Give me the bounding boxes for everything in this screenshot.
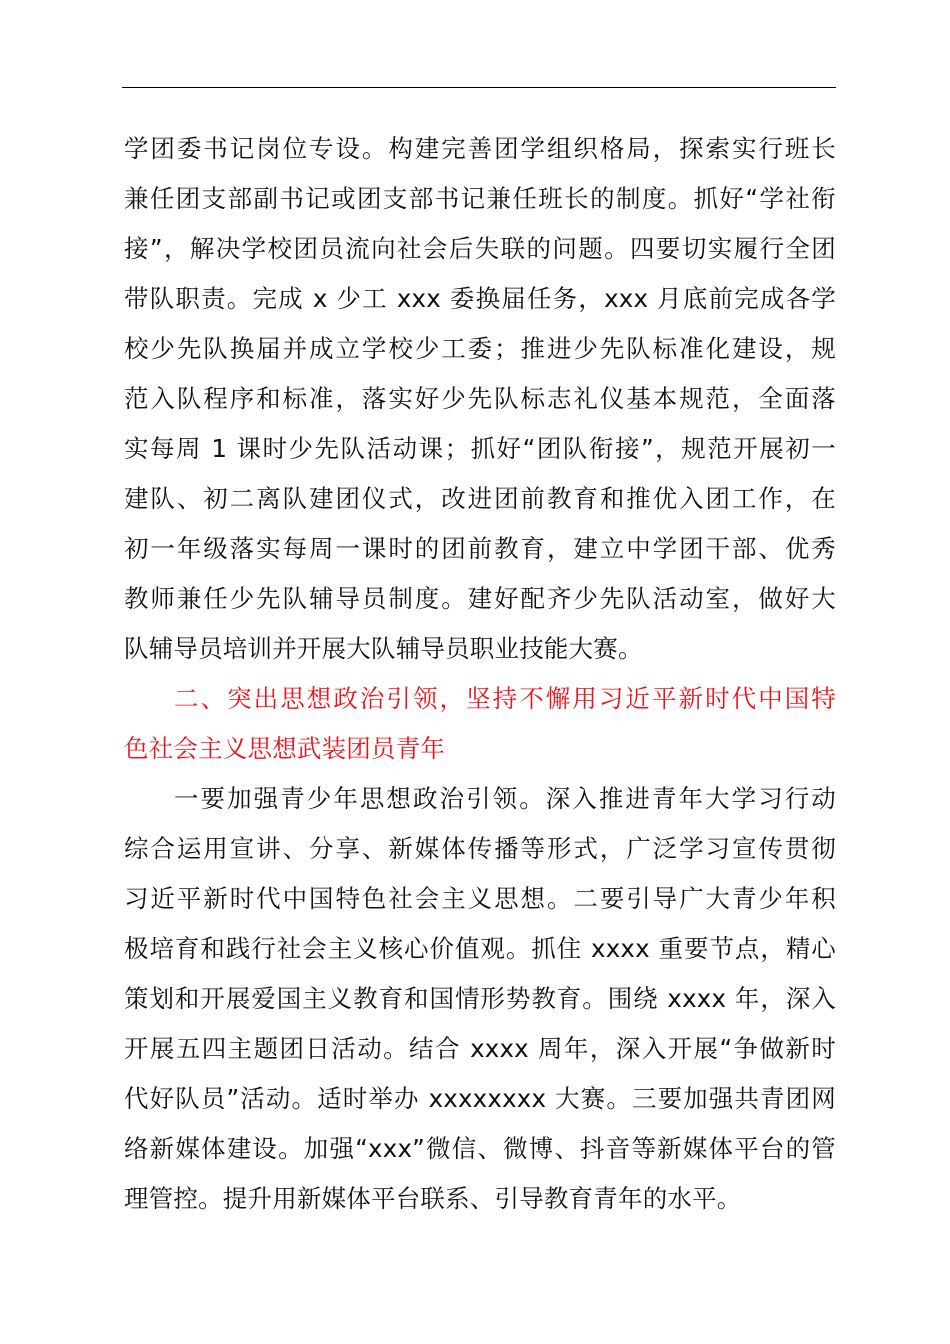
text-line: 教师兼任少先队辅导员制度。建好配齐少先队活动室，做好大 bbox=[124, 584, 836, 613]
text-line: 实每周 1 课时少先队活动课；抓好“团队衔接”，规范开展初一 bbox=[124, 434, 836, 463]
text-line: 代好队员”活动。适时举办 xxxxxxxx 大赛。三要加强共青团网 bbox=[124, 1084, 836, 1113]
paragraph-continuation bbox=[124, 124, 836, 674]
text-line: 校少先队换届并成立学校少工委；推进少先队标准化建设，规 bbox=[124, 334, 836, 363]
text-line: 理管控。提升用新媒体平台联系、引导教育青年的水平。 bbox=[124, 1184, 742, 1213]
text-line: 接”，解决学校团员流向社会后失联的问题。四要切实履行全团 bbox=[124, 234, 836, 263]
text-line: 一要加强青少年思想政治引领。深入推进青年大学习行动 bbox=[174, 784, 836, 813]
text-line: 范入队程序和标准，落实好少先队标志礼仪基本规范，全面落 bbox=[124, 384, 836, 413]
section-heading bbox=[124, 674, 836, 774]
text-line: 队辅导员培训并开展大队辅导员职业技能大赛。 bbox=[124, 634, 643, 663]
text-line: 开展五四主题团日活动。结合 xxxx 周年，深入开展“争做新时 bbox=[124, 1034, 836, 1063]
text-line: 兼任团支部副书记或团支部书记兼任班长的制度。抓好“学社衔 bbox=[124, 184, 836, 213]
document-body bbox=[124, 124, 836, 1224]
text-line: 策划和开展爱国主义教育和国情形势教育。围绕 xxxx 年，深入 bbox=[124, 984, 836, 1013]
heading-line: 色社会主义思想武装团员青年 bbox=[124, 734, 446, 763]
text-line: 极培育和践行社会主义核心价值观。抓住 xxxx 重要节点，精心 bbox=[124, 934, 836, 963]
text-line: 初一年级落实每周一课时的团前教育，建立中学团干部、优秀 bbox=[124, 534, 836, 563]
heading-line: 二、突出思想政治引领，坚持不懈用习近平新时代中国特 bbox=[174, 684, 836, 713]
text-line: 综合运用宣讲、分享、新媒体传播等形式，广泛学习宣传贯彻 bbox=[124, 834, 836, 863]
text-line: 建队、初二离队建团仪式，改进团前教育和推优入团工作，在 bbox=[124, 484, 836, 513]
paragraph bbox=[124, 774, 836, 1224]
text-line: 带队职责。完成 x 少工 xxx 委换届任务，xxx 月底前完成各学 bbox=[124, 284, 836, 313]
text-line: 习近平新时代中国特色社会主义思想。二要引导广大青少年积 bbox=[124, 884, 836, 913]
text-line: 学团委书记岗位专设。构建完善团学组织格局，探索实行班长 bbox=[124, 134, 836, 163]
text-line: 络新媒体建设。加强“xxx”微信、微博、抖音等新媒体平台的管 bbox=[124, 1134, 836, 1163]
header-rule bbox=[122, 87, 836, 88]
